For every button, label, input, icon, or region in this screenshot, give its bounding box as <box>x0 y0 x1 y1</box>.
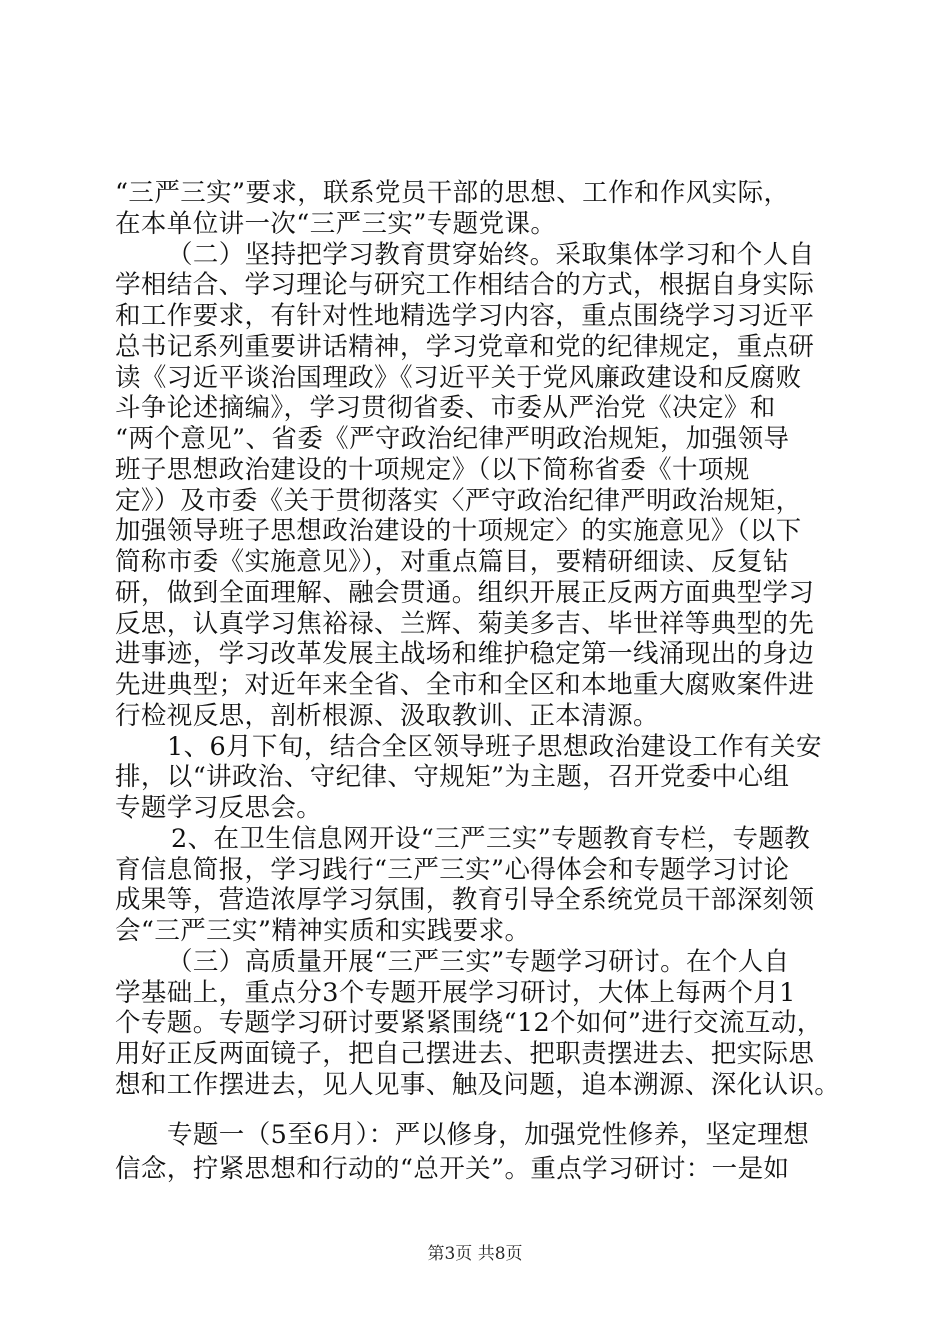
text-line: 2、在卫生信息网开设“三严三实”专题教育专栏，专题教 <box>171 824 811 854</box>
text-line: 1、6月下旬，结合全区领导班子思想政治建设工作有关安 <box>167 732 822 762</box>
text-line: 专题学习反思会。 <box>115 793 323 823</box>
text-line: 班子思想政治建设的十项规定》（以下简称省委《十项规 <box>115 455 750 485</box>
text-line: 育信息简报，学习践行“三严三实”心得体会和专题学习讨论 <box>115 855 790 885</box>
text-line: 学基础上，重点分3个专题开展学习研讨，大体上每两个月1 <box>115 978 796 1008</box>
text-line: 反思，认真学习焦裕禄、兰辉、菊美多吉、毕世祥等典型的先 <box>115 609 815 639</box>
text-line: 进事迹，学习改革发展主战场和维护稳定第一线涌现出的身边 <box>115 639 815 669</box>
text-line: 成果等，营造浓厚学习氛围，教育引导全系统党员干部深刻领 <box>115 885 815 915</box>
text-line: 个专题。专题学习研讨要紧紧围绕“12个如何”进行交流互动， <box>115 1008 823 1038</box>
text-line: 加强领导班子思想政治建设的十项规定〉的实施意见》（以下 <box>115 516 802 546</box>
text-line: 总书记系列重要讲话精神，学习党章和党的纪律规定，重点研 <box>115 332 815 362</box>
text-line: 定》）及市委《关于贯彻落实〈严守政治纪律严明政治规矩， <box>115 486 802 516</box>
text-line: 在本单位讲一次“三严三实”专题党课。 <box>115 209 557 239</box>
text-line: （二）坚持把学习教育贯穿始终。采取集体学习和个人自 <box>167 240 815 270</box>
text-line: 专题一（5至6月）：严以修身，加强党性修养，坚定理想 <box>167 1120 810 1150</box>
text-line: 研，做到全面理解、融会贯通。组织开展正反两方面典型学习 <box>115 578 815 608</box>
text-line: 用好正反两面镜子，把自己摆进去、把职责摆进去、把实际思 <box>115 1039 815 1069</box>
text-line: 和工作要求，有针对性地精选学习内容，重点围绕学习习近平 <box>115 301 815 331</box>
text-line: 会“三严三实”精神实质和实践要求。 <box>115 916 531 946</box>
text-line: 先进典型；对近年来全省、全市和全区和本地重大腐败案件进 <box>115 670 815 700</box>
text-line: （三）高质量开展“三严三实”专题学习研讨。在个人自 <box>167 947 790 977</box>
text-line: 读《习近平谈治国理政》《习近平关于党风廉政建设和反腐败 <box>115 363 802 393</box>
page-number-footer: 第3页 共8页 <box>427 1244 523 1264</box>
text-line: 排，以“讲政治、守纪律、守规矩”为主题，召开党委中心组 <box>115 762 790 792</box>
text-line: 简称市委《实施意见》），对重点篇目，要精研细读、反复钻 <box>115 547 789 577</box>
text-line: 斗争论述摘编》，学习贯彻省委、市委从严治党《决定》和 <box>115 393 776 423</box>
text-line: 行检视反思，剖析根源、汲取教训、正本清源。 <box>115 701 659 731</box>
text-line: “两个意见”、省委《严守政治纪律严明政治规矩，加强领导 <box>115 424 790 454</box>
text-line: 想和工作摆进去，见人见事、触及问题，追本溯源、深化认识。 <box>115 1070 841 1100</box>
text-line: “三严三实”要求，联系党员干部的思想、工作和作风实际， <box>115 178 790 208</box>
text-line: 学相结合、学习理论与研究工作相结合的方式，根据自身实际 <box>115 270 815 300</box>
text-line: 信念，拧紧思想和行动的“总开关”。重点学习研讨：一是如 <box>115 1154 790 1184</box>
